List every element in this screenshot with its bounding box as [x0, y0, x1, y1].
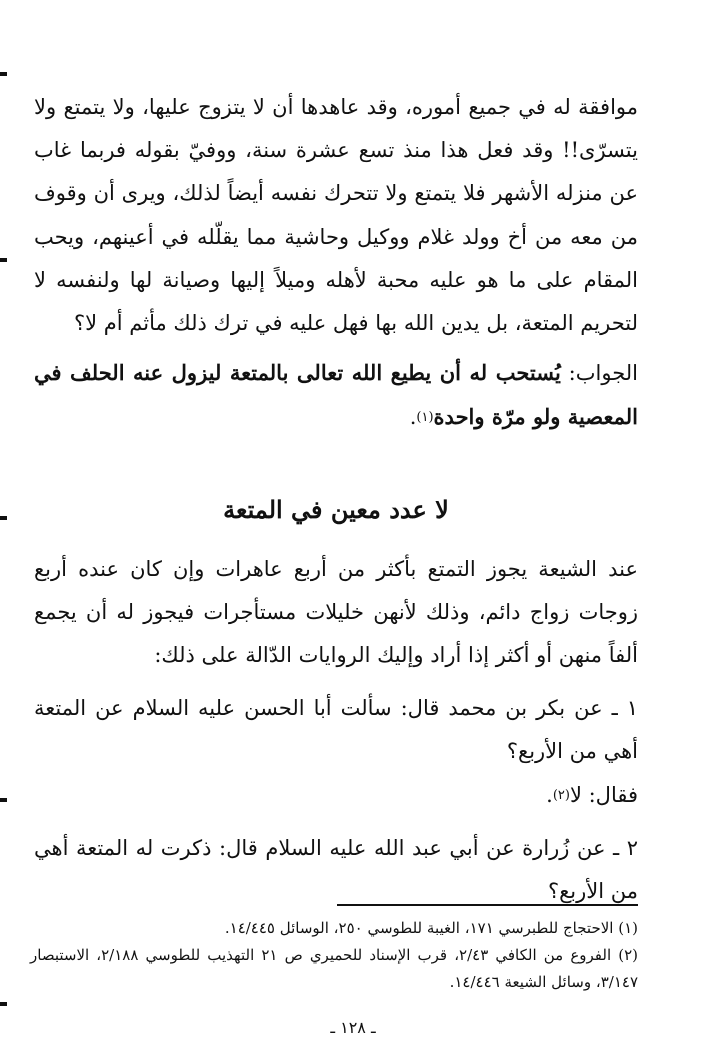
edge-mark — [0, 798, 7, 802]
answer-label: الجواب: — [560, 361, 638, 386]
question-paragraph: موافقة له في جميع أموره، وقد عاهدها أن لا يتزوج عليها، ولا يتمتع ولا يتسرّى!! وقد فعل هذا منذ تسع عشرة سنة، ووفيّ بقوله فربما غاب عن منزله الأشهر فلا يتمتع ولا تتحرك نفسه أيضاً لذلك، ويرى أن وقوف من معه من أخ وولد غلام ووكيل وحاشية مما يقلّله في أعينهم، ويحب المقام على ما هو عليه محبة لأهله وميلاً إليها وصيانة لها ولنفسه لا لتحريم المتعة، بل يدين الله بها فهل عليه في ترك ذلك مأثم أم لا؟ — [34, 95, 638, 336]
page-number: ـ ١٢٨ ـ — [330, 1018, 376, 1037]
reply-text: فقال: لا — [569, 782, 638, 807]
edge-mark — [0, 516, 7, 520]
footnote-divider — [337, 904, 638, 906]
narration-1-reply — [34, 774, 638, 817]
narration-2: ٢ ـ عن زُرارة عن أبي عبد الله عليه السلام قال: ذكرت له المتعة أهي من الأربع؟ — [34, 835, 638, 904]
section-title: لا عدد معين في المتعة — [223, 494, 449, 524]
footnote-2: (٢) الفروع من الكافي ٢/٤٣، قرب الإسناد للحميري ص ٢١ التهذيب للطوسي ٢/١٨٨، الاستبصار ٣/١٤٧، وسائل الشيعة ١٤/٤٤٦. — [30, 946, 638, 991]
page-body — [34, 86, 638, 913]
edge-mark — [0, 72, 7, 76]
answer-end: . — [409, 405, 417, 430]
intro-paragraph: عند الشيعة يجوز التمتع بأكثر من أربع عاهرات وإن كان عنده أربع زوجات زواج دائم، وذلك لأنهن خليلات مستأجرات فيجوز له أن يجمع ألفاً منهن أو أكثر إذا أراد وإليك الروايات الدّالة على ذلك: — [34, 556, 638, 668]
answer-text: يُستحب له أن يطيع الله تعالى بالمتعة ليزول عنه الحلف في المعصية ولو مرّة واحدة — [34, 360, 638, 430]
edge-mark — [0, 1002, 7, 1006]
footnote-1: (١) الاحتجاج للطبرسي ١٧١، الغيبة للطوسي ٢٥٠، الوسائل ١٤/٤٤٥. — [224, 919, 638, 937]
answer-paragraph — [34, 351, 638, 439]
narration-1: ١ ـ عن بكر بن محمد قال: سألت أبا الحسن عليه السلام عن المتعة أهي من الأربع؟ — [34, 696, 638, 764]
footnotes — [30, 915, 638, 996]
footnote-ref-2: (٢) — [552, 787, 570, 803]
footnote-ref-1: (١) — [416, 410, 434, 426]
edge-mark — [0, 258, 7, 262]
reply-end: . — [546, 782, 553, 807]
